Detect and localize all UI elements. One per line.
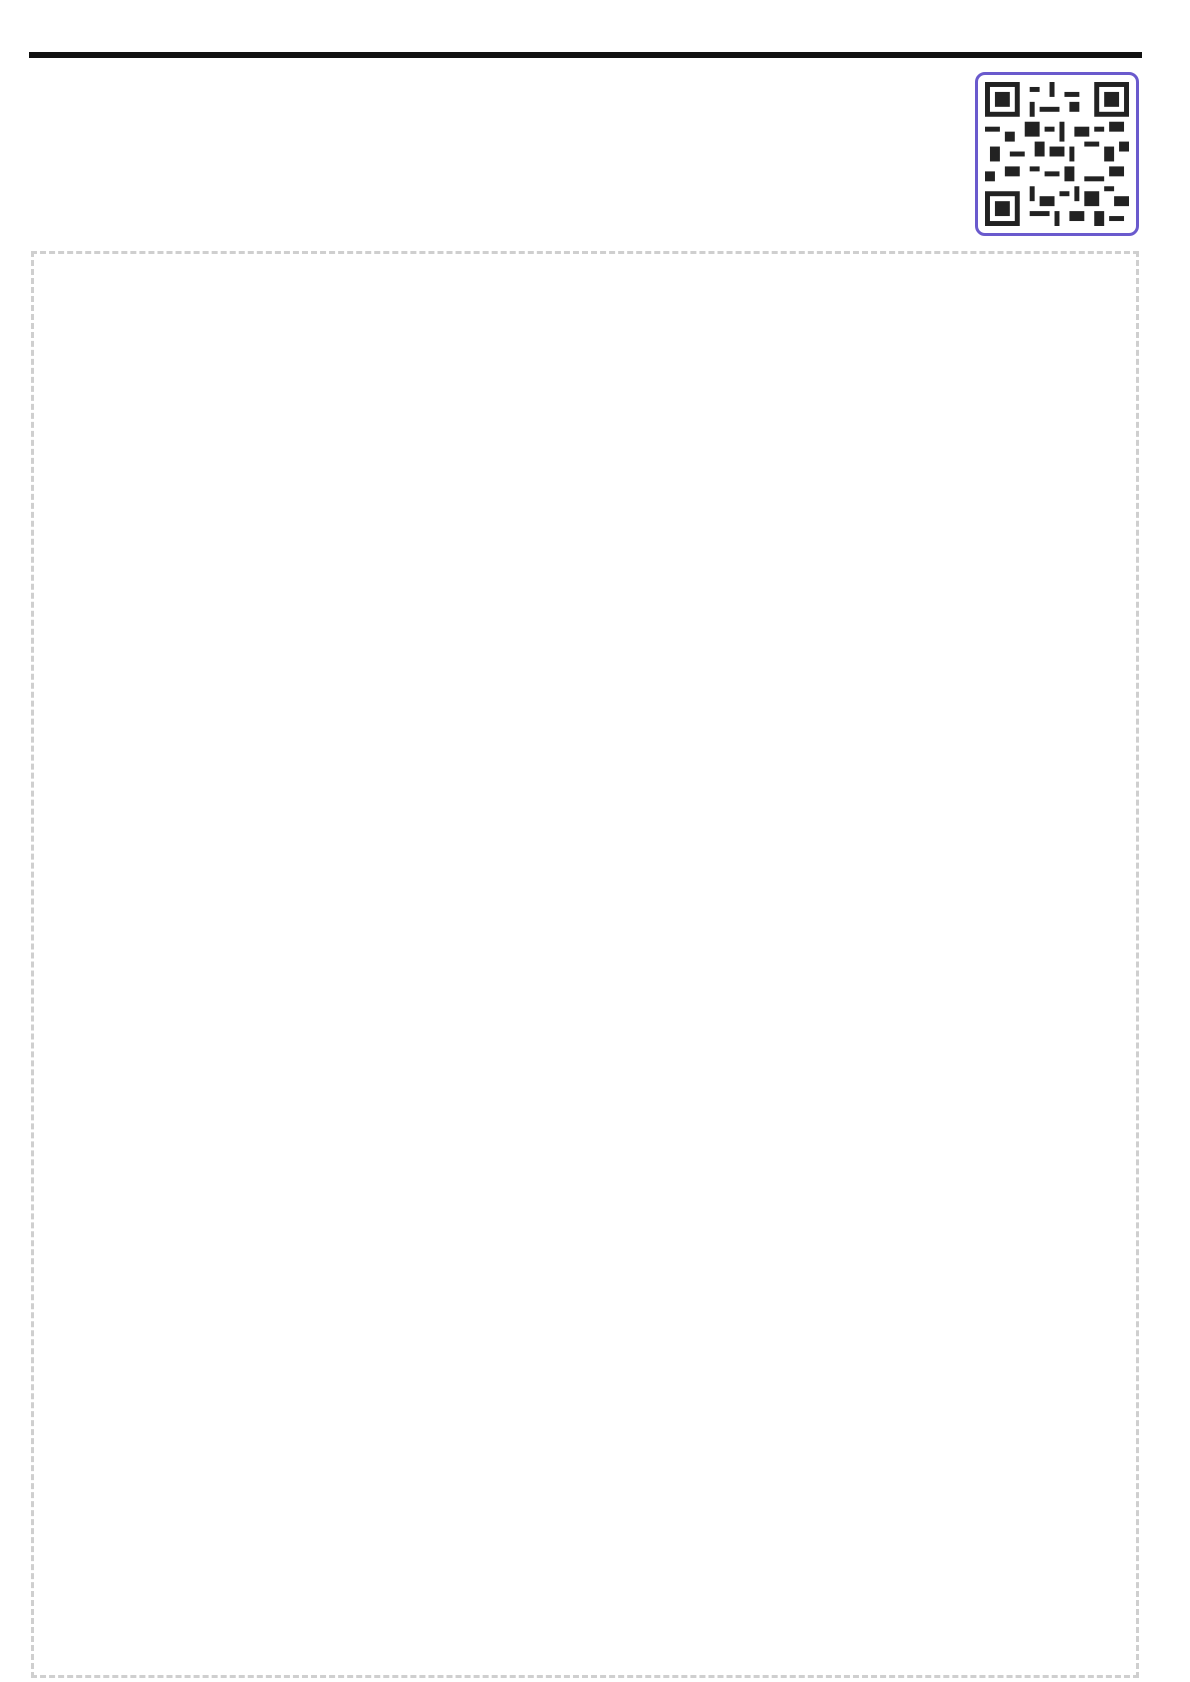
vocabulary-table	[31, 251, 1139, 1678]
qr-code-icon	[985, 82, 1129, 226]
top-rule	[29, 52, 1142, 58]
qr-code[interactable]	[975, 72, 1139, 236]
